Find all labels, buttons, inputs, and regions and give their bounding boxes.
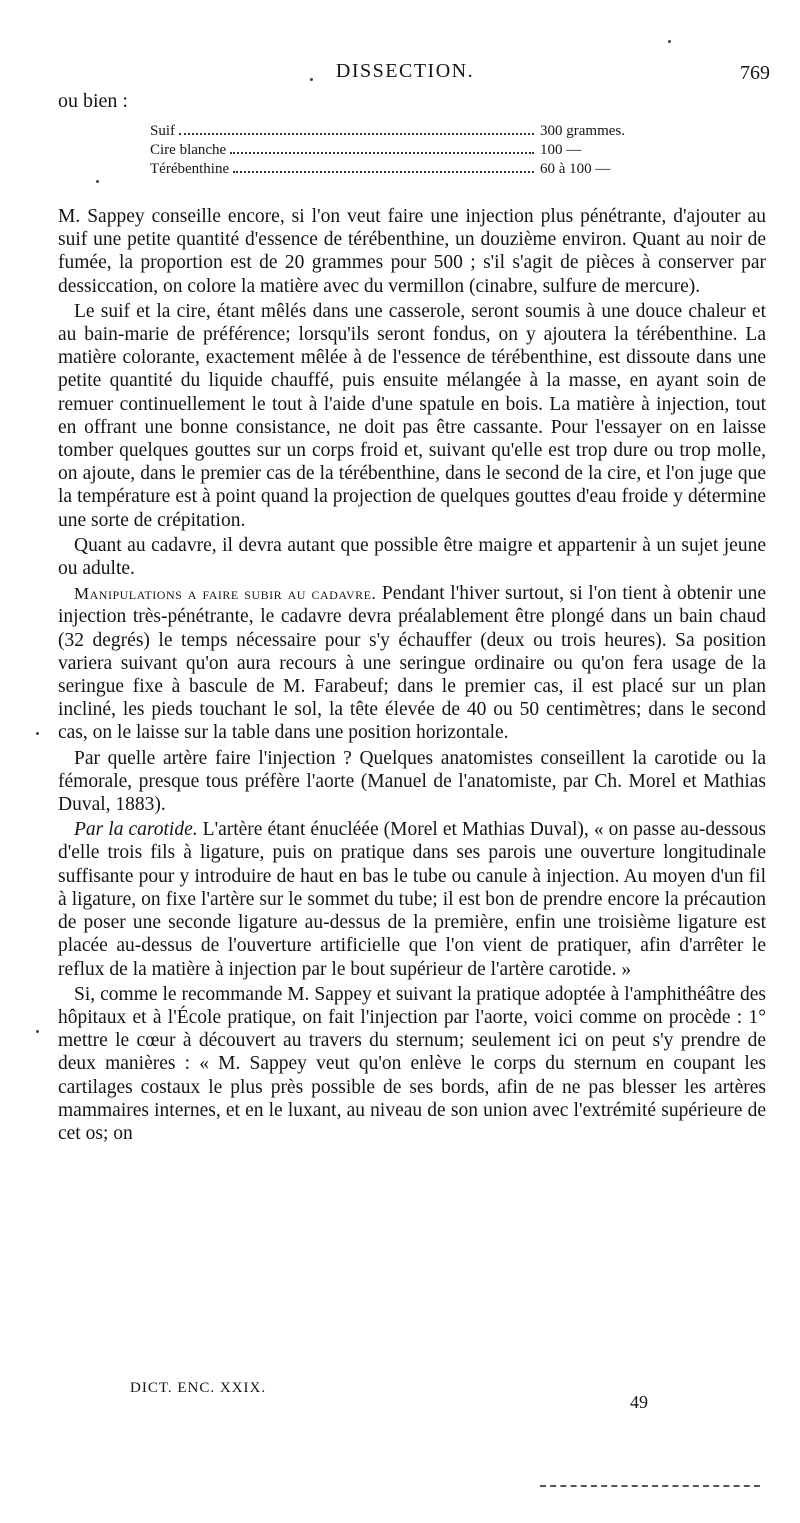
paragraph — [58, 205, 766, 298]
recipe-ingredient: Suif — [150, 123, 176, 139]
recipe-row — [150, 122, 670, 141]
recipe-ingredient: Cire blanche — [150, 142, 227, 158]
recipe-ingredient: Térébenthine — [150, 161, 230, 177]
recipe-table — [150, 122, 670, 179]
bottom-rule — [540, 1485, 760, 1487]
paragraph-text: L'artère étant énucléée (Morel et Mathias Duval), « on passe au-dessous d'elle trois fils à ligature, puis on pratique dans ses parois une ouverture longitudinale suffisante pour y introduire de haut en bas le tube ou canule à injection. Au moyen d'un fil à ligature, on fixe l'artère sur le sommet du tube; il est bon de prendre encore la précaution de poser une seconde ligature au-dessus de la première, enfin une troisième ligature est placée au-dessus de l'ouverture artificielle que l'on vient de pratiquer, afin d'arrêter le reflux de la matière à injection par le bout supérieur de l'artère carotide. » — [58, 819, 766, 980]
paragraph-text: Si, comme le recommande M. Sappey et suivant la pratique adoptée à l'amphithéâtre des hôpitaux et à l'École pratique, on fait l'injection par l'aorte, voici comme on procède : 1° mettre le cœur à découvert au travers du sternum; seulement ici on peut s'y prendre de deux manières : « M. Sappey veut qu'on enlève le corps du sternum en coupant les cartilages costaux le plus près possible de ses bords, afin de ne pas blesser les artères mammaires internes, et en le luxant, au niveau de son union avec l'extrémité supérieure de cet os; on — [58, 983, 766, 1144]
print-speck — [96, 180, 99, 183]
intro-text: ou bien : — [58, 90, 128, 112]
print-speck — [36, 732, 39, 735]
paragraph-text: Le suif et la cire, étant mêlés dans une casserole, seront soumis à une douce chaleur et au bain-marie de préférence; lorsqu'ils seront fondus, on y ajoutera la térébenthine. La matière colorante, exactement mêlée à de l'essence de térébenthine, est dissoute dans une petite quantité du liquide chauffé, puis ensuite mélangée à la masse, en ayant soin de remuer continuellement le tout à l'aide d'une spatule en bois. La matière à injection, tout en offrant une bonne consistance, ne doit pas être cassante. Pour l'essayer on en laisse tomber quelques gouttes sur un corps froid et, suivant qu'elle est trop dure ou trop molle, on ajoute, dans le premier cas de la térébenthine, dans le second de la cire, et l'on juge que la température est à point quand la projection de quelques gouttes d'eau froide y détermine une sorte de crépitation. — [58, 300, 766, 531]
print-speck — [310, 78, 313, 81]
paragraph — [58, 534, 766, 580]
paragraph-text: Par quelle artère faire l'injection ? Quelques anatomistes conseillent la carotide ou la fémorale, presque tous préfère l'aorte (Manuel de l'anatomiste, par Ch. Morel et Mathias Duval, 1883). — [58, 747, 766, 816]
section-heading: Manipulations a faire subir au cadavre. — [74, 584, 377, 604]
recipe-row — [150, 160, 670, 179]
recipe-quantity: 60 à 100 — — [540, 161, 611, 177]
paragraph — [58, 582, 766, 744]
body-text — [58, 205, 766, 1147]
paragraph — [58, 818, 766, 980]
leader-dots — [233, 170, 534, 173]
paragraph-text: Quant au cadavre, il devra autant que possible être maigre et appartenir à un sujet jeune ou adulte. — [58, 534, 766, 580]
print-speck — [36, 1030, 39, 1033]
leader-dots — [179, 132, 534, 135]
paragraph — [58, 983, 766, 1145]
signature-number: 49 — [630, 1392, 648, 1412]
recipe-row — [150, 141, 670, 160]
printer-signature: DICT. ENC. XXIX. — [130, 1380, 267, 1396]
paragraph-text: M. Sappey conseille encore, si l'on veut faire une injection plus pénétrante, d'ajouter au suif une petite quantité d'essence de térébenthine, un douzième environ. Quant au noir de fumée, la proportion est de 20 grammes pour 500 ; s'il s'agit de pièces à conserver par dessiccation, on colore la matière avec du vermillon (cinabre, sulfure de mercure). — [58, 206, 766, 297]
section-heading: Par la carotide. — [74, 819, 198, 841]
paragraph — [58, 300, 766, 532]
running-title: DISSECTION. — [335, 60, 475, 82]
leader-dots — [230, 151, 534, 154]
recipe-quantity: 100 — — [540, 142, 582, 158]
paragraph — [58, 747, 766, 817]
recipe-quantity: 300 grammes. — [540, 123, 625, 139]
print-speck — [668, 40, 671, 43]
page-number: 769 — [740, 62, 770, 84]
paragraph-text: Pendant l'hiver surtout, si l'on tient à obtenir une injection très-pénétrante, le cadavre devra préalablement être plongé dans un bain chaud (32 degrés) le temps nécessaire pour s'y échauffer (deux ou trois heures). Sa position variera suivant qu'on aura recours à une seringue ordinaire ou qu'on fera usage de la seringue fixe à bascule de M. Farabeuf; dans le premier cas, il est placé sur un plan incliné, les pieds touchant le sol, la tête élevée de 40 ou 50 centimètres; dans le second cas, on le laisse sur la table dans une position horizontale. — [58, 583, 766, 744]
